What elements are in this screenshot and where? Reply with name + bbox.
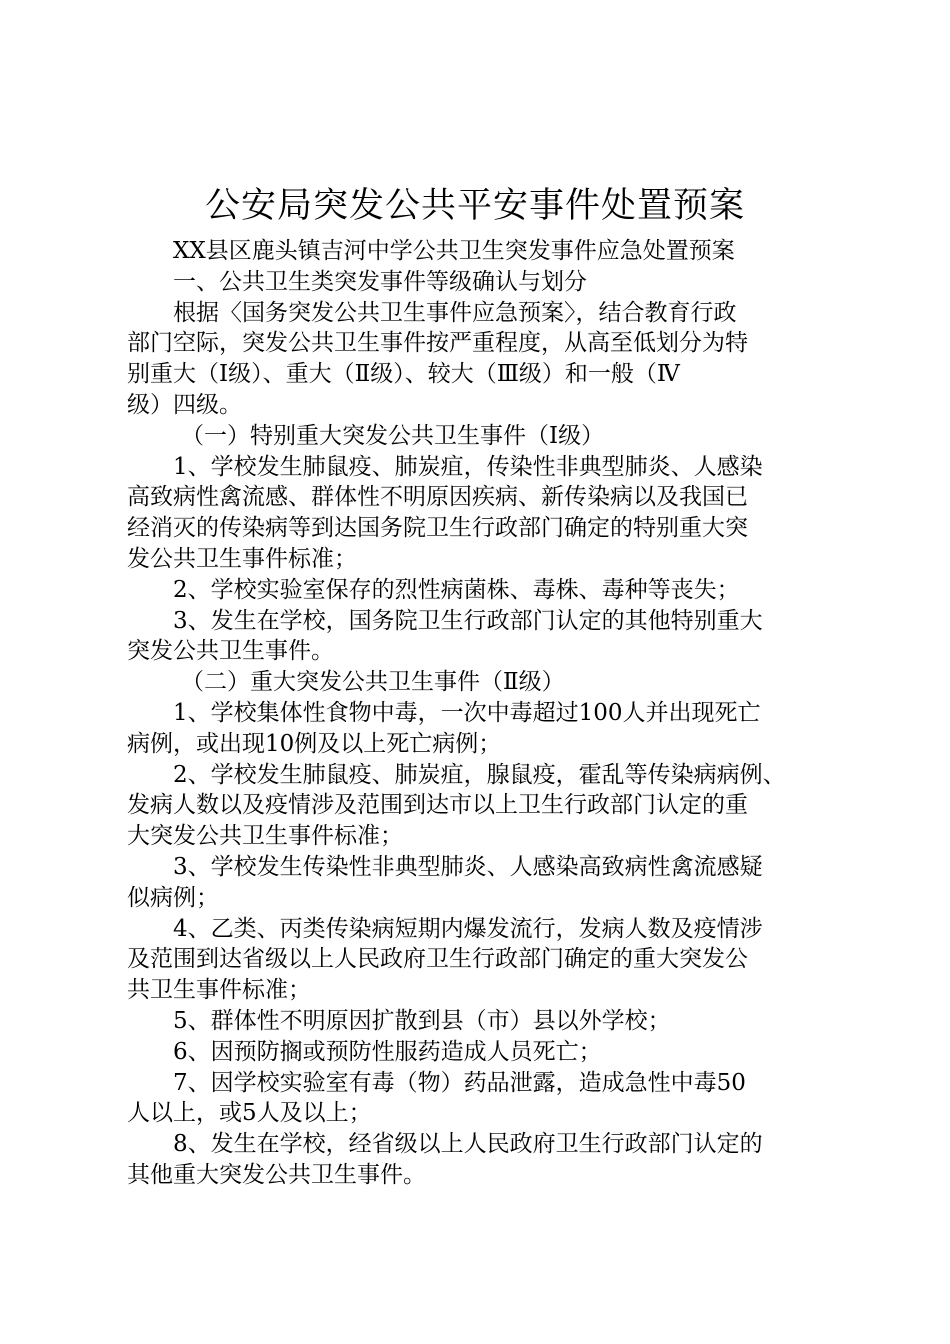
text-line: 病例，或出现10例及以上死亡病例； [127,730,502,757]
text-line: 高致病性禽流感、群体性不明原因疾病、新传染病以及我国已 [127,484,748,511]
document-body [127,236,847,1191]
text-line: 4、乙类、丙类传染病短期内爆发流行，发病人数及疫情涉 [173,915,763,942]
text-line: 别重大（Ⅰ级）、重大（Ⅱ级）、较大（Ⅲ级）和一般（Ⅳ [127,361,680,388]
text-line: 发公共卫生事件标准； [127,545,357,572]
text-line: 一、公共卫生类突发事件等级确认与划分 [173,268,587,295]
text-line: （一）特别重大突发公共卫生事件（Ⅰ级） [181,422,605,449]
text-line: 7、因学校实验室有毒（物）药品泄露，造成急性中毒50 [173,1069,746,1096]
text-line: 共卫生事件标准； [127,977,311,1004]
text-line: 其他重大突发公共卫生事件。 [127,1161,426,1188]
text-line: 1、学校集体性食物中毒，一次中毒超过100人并出现死亡 [173,699,761,726]
text-line: 6、因预防搁或预防性服药造成人员死亡； [173,1038,602,1065]
text-line: 突发公共卫生事件。 [127,638,334,665]
text-line: （二）重大突发公共卫生事件（Ⅱ级） [181,669,565,696]
text-line: 经消灭的传染病等到达国务院卫生行政部门确定的特别重大突 [127,515,748,542]
text-line: 及范围到达省级以上人民政府卫生行政部门确定的重大突发公 [127,946,748,973]
text-line: 3、学校发生传染性非典型肺炎、人感染高致病性禽流感疑 [173,853,763,880]
text-line: 似病例； [127,884,219,911]
text-line: 级）四级。 [127,391,242,418]
text-line: 大突发公共卫生事件标准； [127,823,403,850]
text-line: 5、群体性不明原因扩散到县（市）县以外学校； [173,1007,671,1034]
text-line: 8、发生在学校，经省级以上人民政府卫生行政部门认定的 [173,1131,763,1158]
text-line: 3、发生在学校，国务院卫生行政部门认定的其他特别重大 [173,607,763,634]
text-line: 发病人数以及疫情涉及范围到达市以上卫生行政部门认定的重 [127,792,748,819]
document-title: 公安局突发公共平安事件处置预案 [204,186,745,226]
text-line: XX县区鹿头镇吉河中学公共卫生突发事件应急处置预案 [173,238,735,264]
text-line: 2、学校实验室保存的烈性病菌株、毒株、毒种等丧失； [173,576,740,603]
text-line: 1、学校发生肺鼠疫、肺炭疽，传染性非典型肺炎、人感染 [173,453,763,480]
text-line: 根据〈国务突发公共卫生事件应急预案〉，结合教育行政 [173,299,737,326]
text-line: 部门空际，突发公共卫生事件按严重程度，从高至低划分为特 [127,330,748,357]
text-line: 人以上，或5人及以上； [127,1100,372,1127]
text-line: 2、学校发生肺鼠疫、肺炭疽，腺鼠疫，霍乱等传染病病例、 [173,761,786,788]
